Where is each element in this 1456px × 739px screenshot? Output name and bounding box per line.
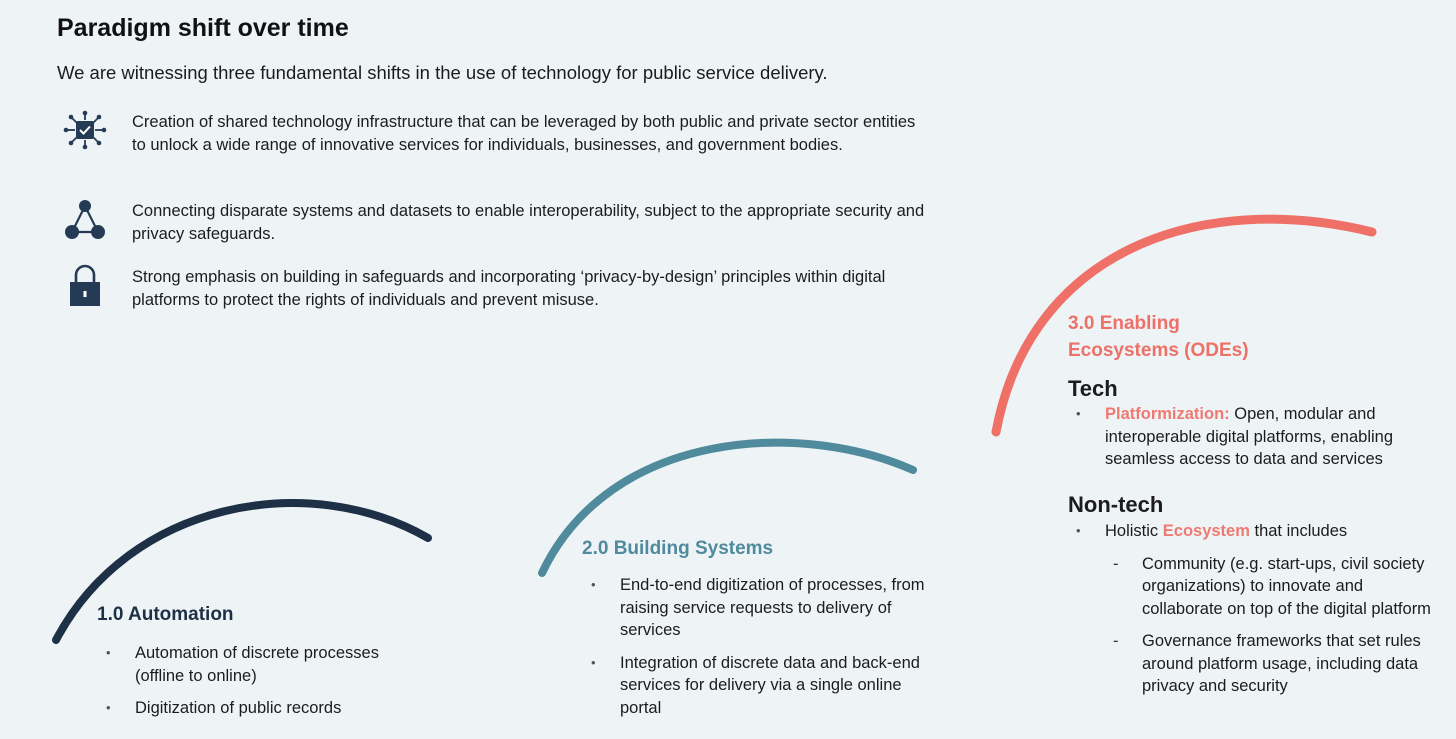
nontech-subitem: - Community (e.g. start-ups, civil society organizations) to innovate and collaborate on top of the digital platform xyxy=(1105,553,1442,621)
page-title: Paradigm shift over time xyxy=(57,14,349,42)
shift-point-infrastructure: Creation of shared technology infrastructure that can be leveraged by both public and private sector entities to unlock a wide range of innovative services for individuals, businesses, and government bodies. xyxy=(132,113,916,154)
nontech-pre: Holistic xyxy=(1105,522,1163,540)
stage-1-heading: 1.0 Automation xyxy=(97,604,234,625)
nontech-subitem: - Governance frameworks that set rules around platform usage, including data privacy and security xyxy=(1105,630,1442,698)
nontech-bullet xyxy=(1068,520,1443,698)
stage-3-heading xyxy=(1068,310,1249,364)
stage-1-bullet: • Automation of discrete processes (offline to online) xyxy=(98,642,418,687)
tech-bullet-text: Open, modular and interoperable digital platforms, enabling seamless access to data and services xyxy=(1105,405,1394,468)
page-subtitle: We are witnessing three fundamental shifts in the use of technology for public service delivery. xyxy=(57,62,828,83)
stage-2-list xyxy=(583,574,938,729)
nontech-list xyxy=(1068,520,1443,708)
stage-2-bullet: • End-to-end digitization of processes, from raising service requests to delivery of services xyxy=(583,574,938,642)
stage-3-heading-line2: Ecosystems (ODEs) xyxy=(1068,340,1249,361)
shift-point-interoperability: Connecting disparate systems and datasets to enable interoperability, subject to the appropriate security and privacy safeguards. xyxy=(132,202,925,243)
tech-bullet xyxy=(1068,403,1443,471)
ecosystem-highlight: Ecosystem xyxy=(1162,522,1250,540)
platformization-highlight: Platformization: xyxy=(1105,405,1230,423)
shift-point-privacy: Strong emphasis on building in safeguards and incorporating ‘privacy-by-design’ principles within digital platforms to protect the rights of individuals and prevent misuse. xyxy=(132,268,886,309)
stage-1-bullet: • Digitization of public records xyxy=(98,697,418,720)
stage-2-heading: 2.0 Building Systems xyxy=(582,538,774,559)
stage-3-heading-line1: 3.0 Enabling xyxy=(1068,313,1180,334)
stage-1-list xyxy=(98,642,418,730)
tech-heading: Tech xyxy=(1068,376,1118,401)
nontech-heading: Non-tech xyxy=(1068,492,1164,517)
nontech-post: that includes xyxy=(1249,522,1348,540)
tech-list xyxy=(1068,403,1443,481)
stage-2-bullet: • Integration of discrete data and back-end services for delivery via a single online portal xyxy=(583,652,938,720)
